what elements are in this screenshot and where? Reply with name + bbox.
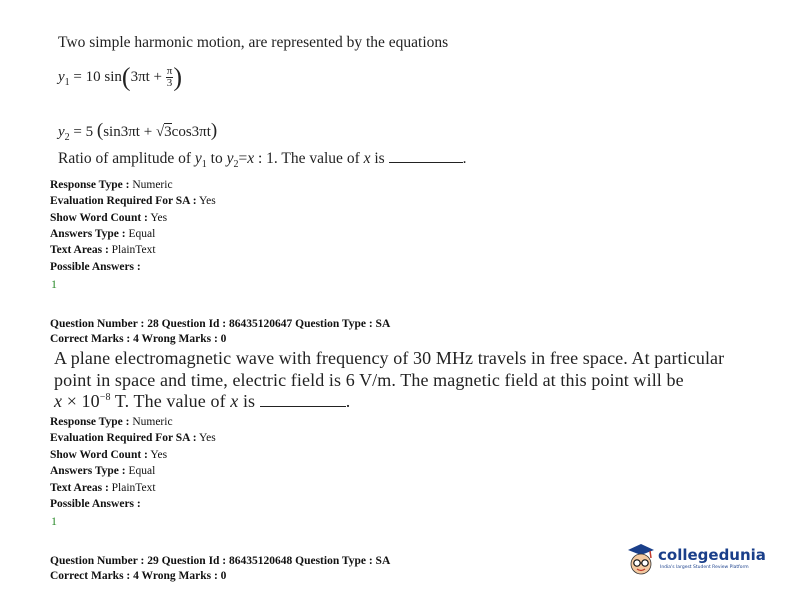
eq2-sqrt-num: 3 [164, 124, 172, 140]
q28-line-3 [54, 391, 350, 412]
answer-blank [260, 405, 346, 407]
value: Yes [150, 449, 168, 461]
collegedunia-logo [626, 540, 766, 580]
value: PlainText [111, 244, 156, 256]
value: Equal [128, 228, 156, 240]
ratio-p2: to [206, 150, 227, 167]
ratio-p4: : 1. The value of [254, 150, 364, 167]
label: Text Areas : [50, 482, 109, 494]
equation-1: $y_1 = 10$ sin(3πt + $\frac{\pi}{3}$ ) [58, 62, 182, 92]
eq1-arg: 3πt + [130, 68, 166, 85]
logo-name: collegedunia [658, 546, 766, 564]
label: Possible Answers : [50, 498, 141, 510]
line3-x: x [54, 391, 63, 411]
ratio-s1: 1 [201, 159, 207, 171]
answer-blank [389, 161, 463, 163]
q27-answers-type [50, 228, 155, 240]
eq2-part2: cos3πt [171, 124, 211, 140]
ratio-x2: x [363, 150, 371, 167]
ratio-x: x [247, 150, 255, 167]
label: Show Word Count : [50, 449, 148, 461]
marks-text: Correct Marks : 4 Wrong Marks : 0 [50, 570, 227, 582]
eq1-mid: = 10 sin [69, 68, 122, 85]
question-27-intro: Two simple harmonic motion, are represented by the equations [58, 34, 449, 51]
q28-marks [50, 333, 226, 345]
value: PlainText [111, 482, 156, 494]
eq1-frac-num: π [166, 65, 173, 77]
line3-end: . [345, 391, 351, 411]
ratio-p3: = [238, 150, 248, 167]
q28-answer-value: 1 [51, 514, 57, 528]
q28-eval-required [50, 432, 216, 444]
q28-line-2: point in space and time, electric field is 6 V/m. The magnetic field at this point will be [54, 370, 684, 390]
header-text: Question Number : 28 Question Id : 86435120647 Question Type : SA [50, 318, 391, 330]
line3-b: T. The value of [110, 391, 231, 411]
value: Yes [199, 432, 216, 444]
ratio-v2: y [226, 150, 234, 167]
eq2-lhs-sub: 2 [64, 132, 70, 143]
logo-tagline: India's largest Student Review Platform [660, 565, 749, 570]
q28-response-type [50, 416, 173, 428]
ratio-end: . [462, 150, 467, 167]
label: Evaluation Required For SA : [50, 195, 197, 207]
label: Show Word Count : [50, 212, 148, 224]
eq2-lhs: y [58, 124, 65, 140]
value: Yes [150, 212, 168, 224]
q27-text-areas [50, 244, 156, 256]
header-text: Question Number : 29 Question Id : 86435120648 Question Type : SA [50, 555, 391, 567]
q28-answers-type [50, 465, 155, 477]
label: Evaluation Required For SA : [50, 432, 197, 444]
ratio-s2: 2 [233, 159, 239, 171]
line3-exp: −8 [99, 392, 111, 403]
q27-show-word-count [50, 212, 167, 224]
label: Answers Type : [50, 228, 126, 240]
q28-line-1: A plane electromagnetic wave with frequency of 30 MHz travels in free space. At particular [54, 348, 725, 368]
value: Yes [199, 195, 216, 207]
q29-marks [50, 570, 226, 582]
q27-possible-answers [50, 261, 141, 273]
eq2-open-paren: ( [96, 120, 104, 141]
q28-show-word-count [50, 449, 167, 461]
label: Text Areas : [50, 244, 109, 256]
mascot-icon [626, 542, 656, 576]
eq2-close-paren: ) [210, 120, 218, 141]
label: Answers Type : [50, 465, 126, 477]
label: Response Type : [50, 179, 130, 191]
marks-text: Correct Marks : 4 Wrong Marks : 0 [50, 333, 227, 345]
line3-a: × 10 [62, 391, 100, 411]
value: Numeric [132, 179, 173, 191]
q28-header [50, 318, 390, 330]
ratio-p5: is [370, 150, 389, 167]
q27-answer-value: 1 [51, 277, 57, 291]
value: Numeric [132, 416, 173, 428]
eq2-part1: sin3πt + [103, 124, 156, 140]
line3-x2: x [230, 391, 239, 411]
ratio-v1: y [194, 150, 202, 167]
q27-eval-required [50, 195, 216, 207]
sqrt-symbol: √ [155, 124, 165, 140]
q28-text-areas [50, 482, 156, 494]
q27-response-type [50, 179, 173, 191]
eq1-lhs: y [58, 68, 65, 85]
eq2-mid: = 5 [69, 124, 97, 140]
eq1-frac-den: 3 [166, 77, 173, 89]
q28-possible-answers [50, 498, 141, 510]
question-27-ratio [58, 150, 466, 170]
line3-c: is [238, 391, 260, 411]
value: Equal [128, 465, 156, 477]
ratio-p1: Ratio of amplitude of [58, 150, 195, 167]
q29-header [50, 555, 390, 567]
equation-2 [58, 120, 217, 143]
label: Response Type : [50, 416, 130, 428]
eq1-lhs-sub: 1 [64, 76, 70, 88]
label: Possible Answers : [50, 261, 141, 273]
